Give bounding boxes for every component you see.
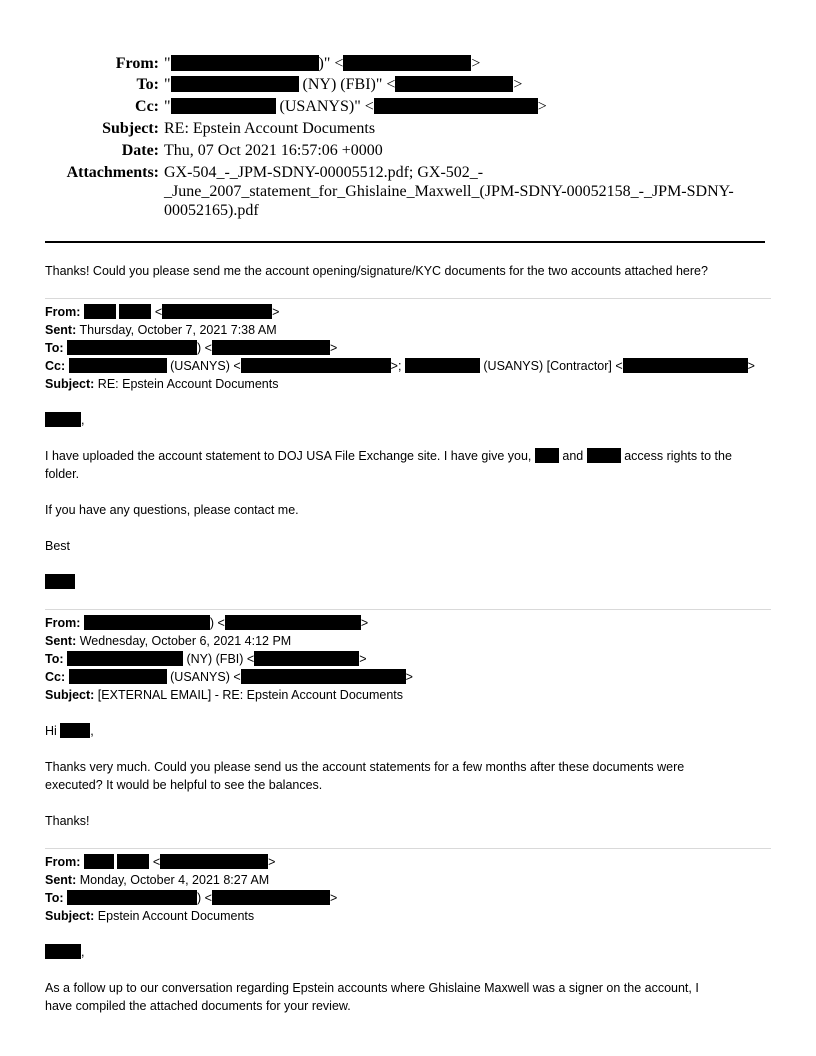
redaction-block <box>84 854 114 869</box>
redaction-block <box>212 890 330 905</box>
email2-para2: If you have any questions, please contact me. <box>45 503 299 517</box>
email3-from-line: From: ) < > <box>45 616 369 630</box>
date-label: Date: <box>121 142 159 159</box>
attachment-link-2[interactable]: _June_2007_statement_for_Ghislaine_Maxwell_(JPM-SDNY-00052158_-_JPM-SDNY- <box>164 183 734 200</box>
email3-subject-line: Subject: [EXTERNAL EMAIL] - RE: Epstein Account Documents <box>45 688 404 702</box>
redaction-block <box>241 669 406 684</box>
email4-sent-line: Sent: Monday, October 4, 2021 8:27 AM <box>45 873 270 887</box>
redaction-block <box>171 98 276 114</box>
attachments-label: Attachments: <box>66 164 159 181</box>
redaction-block <box>374 98 538 114</box>
email3-to-line: To: (NY) (FBI) < > <box>45 652 367 666</box>
top-message: Thanks! Could you please send me the account opening/signature/KYC documents for the two accounts attached here? <box>45 264 708 278</box>
subject-label: Subject: <box>102 120 159 137</box>
subject-value: RE: Epstein Account Documents <box>164 120 376 137</box>
redaction-block <box>119 304 151 319</box>
redaction-block <box>405 358 480 373</box>
redaction-block <box>45 412 81 427</box>
email4-para1-line2: have compiled the attached documents for your review. <box>45 999 351 1013</box>
email2-signature <box>45 573 75 591</box>
email3-cc-line: Cc: (USANYS) < > <box>45 670 413 684</box>
cc-value: " (USANYS)" < > <box>164 98 547 115</box>
redaction-block <box>67 340 197 355</box>
to-label: To: <box>136 76 159 93</box>
redaction-block <box>60 723 90 738</box>
email4-from-line: From: < > <box>45 855 276 869</box>
redaction-block <box>67 651 183 666</box>
message-separator <box>45 609 771 610</box>
date-value: Thu, 07 Oct 2021 16:57:06 +0000 <box>164 142 383 159</box>
email2-from-line: From: < > <box>45 305 280 319</box>
email4-subject-line: Subject: Epstein Account Documents <box>45 909 255 923</box>
email2-cc-line: Cc: (USANYS) < >; (USANYS) [Contractor] < > <box>45 359 755 373</box>
email2-greeting: , <box>45 411 84 429</box>
redaction-block <box>84 615 210 630</box>
to-value: " (NY) (FBI)" < > <box>164 76 523 93</box>
email2-para1-line1: I have uploaded the account statement to DOJ USA File Exchange site. I have give you, and access rights to the <box>45 449 732 463</box>
email2-signoff: Best <box>45 539 71 553</box>
redaction-block <box>162 304 272 319</box>
redaction-block <box>45 574 75 589</box>
redaction-block <box>225 615 361 630</box>
email4-greeting: , <box>45 943 84 961</box>
email4-to-line: To: ) < > <box>45 891 338 905</box>
email3-sent-line: Sent: Wednesday, October 6, 2021 4:12 PM <box>45 634 292 648</box>
redaction-block <box>171 55 319 71</box>
attachment-link-1[interactable]: GX-504_-_JPM-SDNY-00005512.pdf; GX-502_- <box>164 164 484 181</box>
message-separator <box>45 848 771 849</box>
redaction-block <box>69 358 167 373</box>
redaction-block <box>45 944 81 959</box>
from-value: " )" < > <box>164 55 481 72</box>
redaction-block <box>241 358 391 373</box>
message-separator <box>45 298 771 299</box>
redaction-block <box>623 358 748 373</box>
redaction-block <box>212 340 330 355</box>
email3-greeting: Hi , <box>45 724 94 738</box>
redaction-block <box>587 448 621 463</box>
email2-to-line: To: ) < > <box>45 341 338 355</box>
redaction-block <box>69 669 167 684</box>
email4-para1-line1: As a follow up to our conversation regarding Epstein accounts where Ghislaine Maxwell was a signer on the account, I <box>45 981 699 995</box>
header-divider <box>45 241 765 243</box>
redaction-block <box>395 76 513 92</box>
email3-para2: Thanks! <box>45 814 90 828</box>
from-label: From: <box>115 55 159 72</box>
cc-label: Cc: <box>135 98 159 115</box>
redaction-block <box>84 304 116 319</box>
email2-subject-line: Subject: RE: Epstein Account Documents <box>45 377 279 391</box>
redaction-block <box>254 651 359 666</box>
email3-para1-line1: Thanks very much. Could you please send us the account statements for a few months after these documents were <box>45 760 685 774</box>
redaction-block <box>535 448 559 463</box>
attachment-link-3[interactable]: 00052165).pdf <box>164 202 259 219</box>
redaction-block <box>171 76 299 92</box>
redaction-block <box>160 854 268 869</box>
email2-sent-line: Sent: Thursday, October 7, 2021 7:38 AM <box>45 323 277 337</box>
email3-para1-line2: executed? It would be helpful to see the balances. <box>45 778 323 792</box>
redaction-block <box>117 854 149 869</box>
email2-para1-line2: folder. <box>45 467 80 481</box>
redaction-block <box>343 55 471 71</box>
redaction-block <box>67 890 197 905</box>
